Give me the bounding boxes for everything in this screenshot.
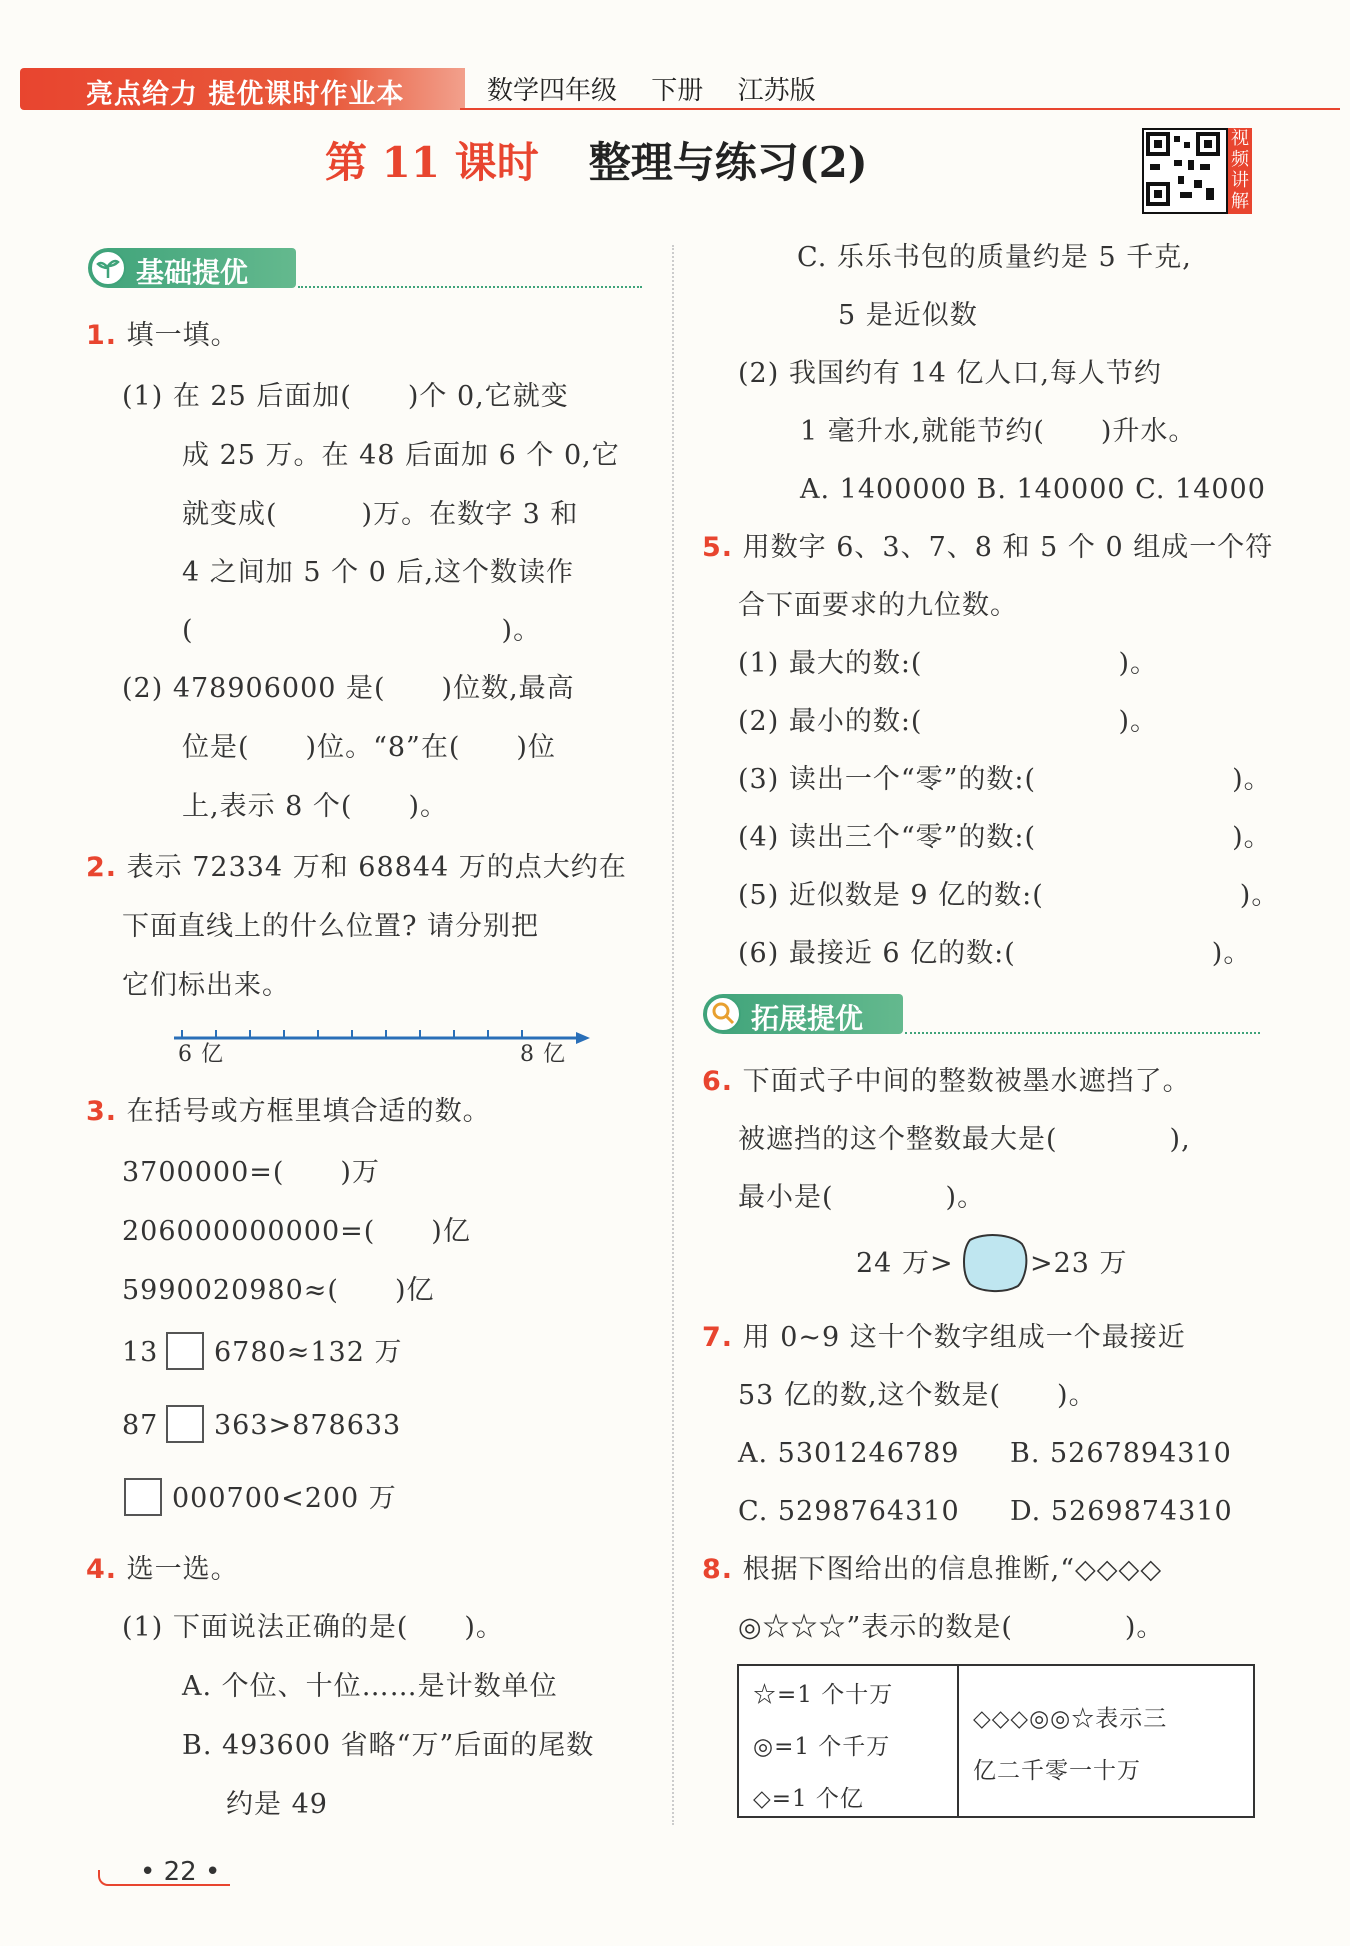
q4-option-c: C. 乐乐书包的质量约是 5 千克, — [797, 242, 1192, 273]
q5-item: (2) 最小的数:( )。 — [738, 706, 1158, 737]
section-basic — [88, 248, 296, 288]
q7-option-a: A. 5301246789 — [738, 1438, 960, 1469]
q4-p1: (1) 下面说法正确的是( )。 — [122, 1612, 504, 1643]
q1-number: 1. — [86, 320, 118, 351]
q4-p2-cont: 1 毫升水,就能节约( )升水。 — [800, 416, 1197, 447]
q1-p1-line: ( )。 — [182, 615, 542, 646]
section-extend-label: 拓展提优 — [751, 1002, 864, 1035]
q3-number: 3. — [86, 1096, 118, 1127]
subject-label: 数学四年级 — [487, 76, 618, 106]
magnifier-icon — [705, 996, 741, 1032]
qr-code-icon[interactable] — [1142, 128, 1228, 214]
q7-option-b: B. 5267894310 — [1010, 1438, 1232, 1469]
q1-p1-line: (1) 在 25 后面加( )个 0,它就变 — [122, 381, 569, 412]
symbol-info-table — [737, 1664, 1255, 1818]
q3-line: 206000000000=( )亿 — [122, 1216, 471, 1247]
q1-heading — [86, 322, 239, 349]
q3-line-4a: 13 — [122, 1337, 159, 1368]
table-divider — [957, 1666, 959, 1816]
sprout-icon — [90, 250, 126, 286]
q6-number: 6. — [702, 1066, 734, 1097]
q8-number: 8. — [702, 1554, 734, 1585]
ink-blot-icon — [960, 1232, 1030, 1294]
header-rule — [460, 108, 1340, 110]
q4-p2-options: A. 1400000 B. 140000 C. 14000 — [800, 474, 1266, 505]
axis-left-label: 6 亿 — [178, 1042, 224, 1067]
q5-line-2: 合下面要求的九位数。 — [738, 590, 1018, 621]
lesson-number: 第 11 课时 — [325, 138, 539, 187]
lesson-title: 整理与练习(2) — [588, 138, 868, 187]
q3-line-5a: 87 — [122, 1410, 159, 1441]
header-book-info — [487, 70, 842, 107]
legend-diamond: ◇=1 个亿 — [753, 1786, 864, 1812]
q4-option-b-cont: 约是 49 — [226, 1789, 328, 1820]
q4-heading — [86, 1556, 239, 1583]
answer-box[interactable] — [124, 1478, 162, 1516]
q3-title: 在括号或方框里填合适的数。 — [126, 1096, 491, 1127]
q4-option-c-cont: 5 是近似数 — [838, 300, 978, 331]
q3-heading — [86, 1098, 491, 1125]
q6-right-expr: >23 万 — [1030, 1248, 1128, 1279]
q1-p1-line: 4 之间加 5 个 0 后,这个数读作 — [182, 557, 575, 588]
brand-title: 亮点给力 提优课时作业本 — [86, 79, 405, 110]
video-explain-tag: 视频讲解 — [1228, 128, 1252, 214]
q3-line-4b: 6780≈132 万 — [214, 1337, 403, 1368]
q2-line-2: 下面直线上的什么位置? 请分别把 — [122, 911, 540, 942]
q8-line-2: ◎☆☆☆”表示的数是( )。 — [738, 1612, 1165, 1643]
q5-number: 5. — [702, 532, 734, 563]
q1-p2-line: 位是( )位。“8”在( )位 — [182, 732, 556, 763]
q5-text: 用数字 6、3、7、8 和 5 个 0 组成一个符 — [742, 532, 1274, 563]
q4-number: 4. — [86, 1554, 118, 1585]
q6-line-3: 最小是( )。 — [738, 1182, 986, 1213]
q2-line-3: 它们标出来。 — [122, 970, 290, 1001]
page-number: • 22 • — [140, 1857, 221, 1887]
q2-number: 2. — [86, 852, 118, 883]
q1-title: 填一填。 — [126, 320, 239, 351]
q5-item: (6) 最接近 6 亿的数:( )。 — [738, 938, 1252, 969]
q3-line: 3700000=( )万 — [122, 1157, 380, 1188]
q1-p1-line: 成 25 万。在 48 后面加 6 个 0,它 — [182, 440, 620, 471]
q6-line-2: 被遮挡的这个整数最大是( ), — [738, 1124, 1191, 1155]
example-line-1: ◇◇◇◎◎☆表示三 — [973, 1706, 1168, 1732]
q3-line-5b: 363>878633 — [214, 1410, 402, 1441]
q1-p2-line: 上,表示 8 个( )。 — [182, 791, 448, 822]
axis-right-label: 8 亿 — [520, 1042, 566, 1067]
q7-line-2: 53 亿的数,这个数是( )。 — [738, 1380, 1097, 1411]
q8-line-1 — [702, 1556, 1162, 1583]
example-line-2: 亿二千零一十万 — [973, 1758, 1141, 1784]
column-divider — [672, 245, 674, 1825]
q2-line-1 — [86, 854, 627, 881]
header-brand-band — [20, 68, 465, 110]
q6-line-1 — [702, 1068, 1191, 1095]
q4-option-b: B. 493600 省略“万”后面的尾数 — [182, 1730, 595, 1761]
section-extend-rule — [905, 1032, 1260, 1034]
q4-option-a: A. 个位、十位……是计数单位 — [182, 1671, 558, 1702]
q4-title: 选一选。 — [126, 1554, 239, 1585]
answer-box[interactable] — [166, 1405, 204, 1443]
q3-line-6b: 000700<200 万 — [172, 1483, 397, 1514]
section-extend — [703, 994, 903, 1034]
q3-line: 5990020980≈( )亿 — [122, 1275, 435, 1306]
q1-p2-line: (2) 478906000 是( )位数,最高 — [122, 673, 575, 704]
q5-item: (5) 近似数是 9 亿的数:( )。 — [738, 880, 1280, 911]
q7-option-c: C. 5298764310 — [738, 1496, 960, 1527]
q8-text: 根据下图给出的信息推断,“◇◇◇◇ — [742, 1554, 1163, 1585]
term-label: 下册 — [651, 76, 704, 106]
q6-text: 下面式子中间的整数被墨水遮挡了。 — [742, 1066, 1191, 1097]
q7-text: 用 0~9 这十个数字组成一个最接近 — [742, 1322, 1186, 1353]
q6-left-expr: 24 万> — [856, 1248, 954, 1279]
q5-item: (1) 最大的数:( )。 — [738, 648, 1158, 679]
q5-item: (4) 读出三个“零”的数:( )。 — [738, 822, 1272, 853]
q7-number: 7. — [702, 1322, 734, 1353]
section-basic-rule — [298, 286, 642, 288]
answer-box[interactable] — [166, 1332, 204, 1370]
q5-line-1 — [702, 534, 1273, 561]
q4-p2: (2) 我国约有 14 亿人口,每人节约 — [738, 358, 1162, 389]
page-title — [325, 130, 868, 190]
q7-option-d: D. 5269874310 — [1010, 1496, 1233, 1527]
legend-circle: ◎=1 个千万 — [753, 1734, 891, 1760]
q2-text: 表示 72334 万和 68844 万的点大约在 — [126, 852, 627, 883]
q1-p1-line: 就变成( )万。在数字 3 和 — [182, 499, 579, 530]
q7-line-1 — [702, 1324, 1186, 1351]
section-basic-label: 基础提优 — [136, 256, 249, 289]
edition-label: 江苏版 — [737, 76, 816, 106]
q5-item: (3) 读出一个“零”的数:( )。 — [738, 764, 1272, 795]
legend-star: ☆=1 个十万 — [753, 1682, 894, 1708]
